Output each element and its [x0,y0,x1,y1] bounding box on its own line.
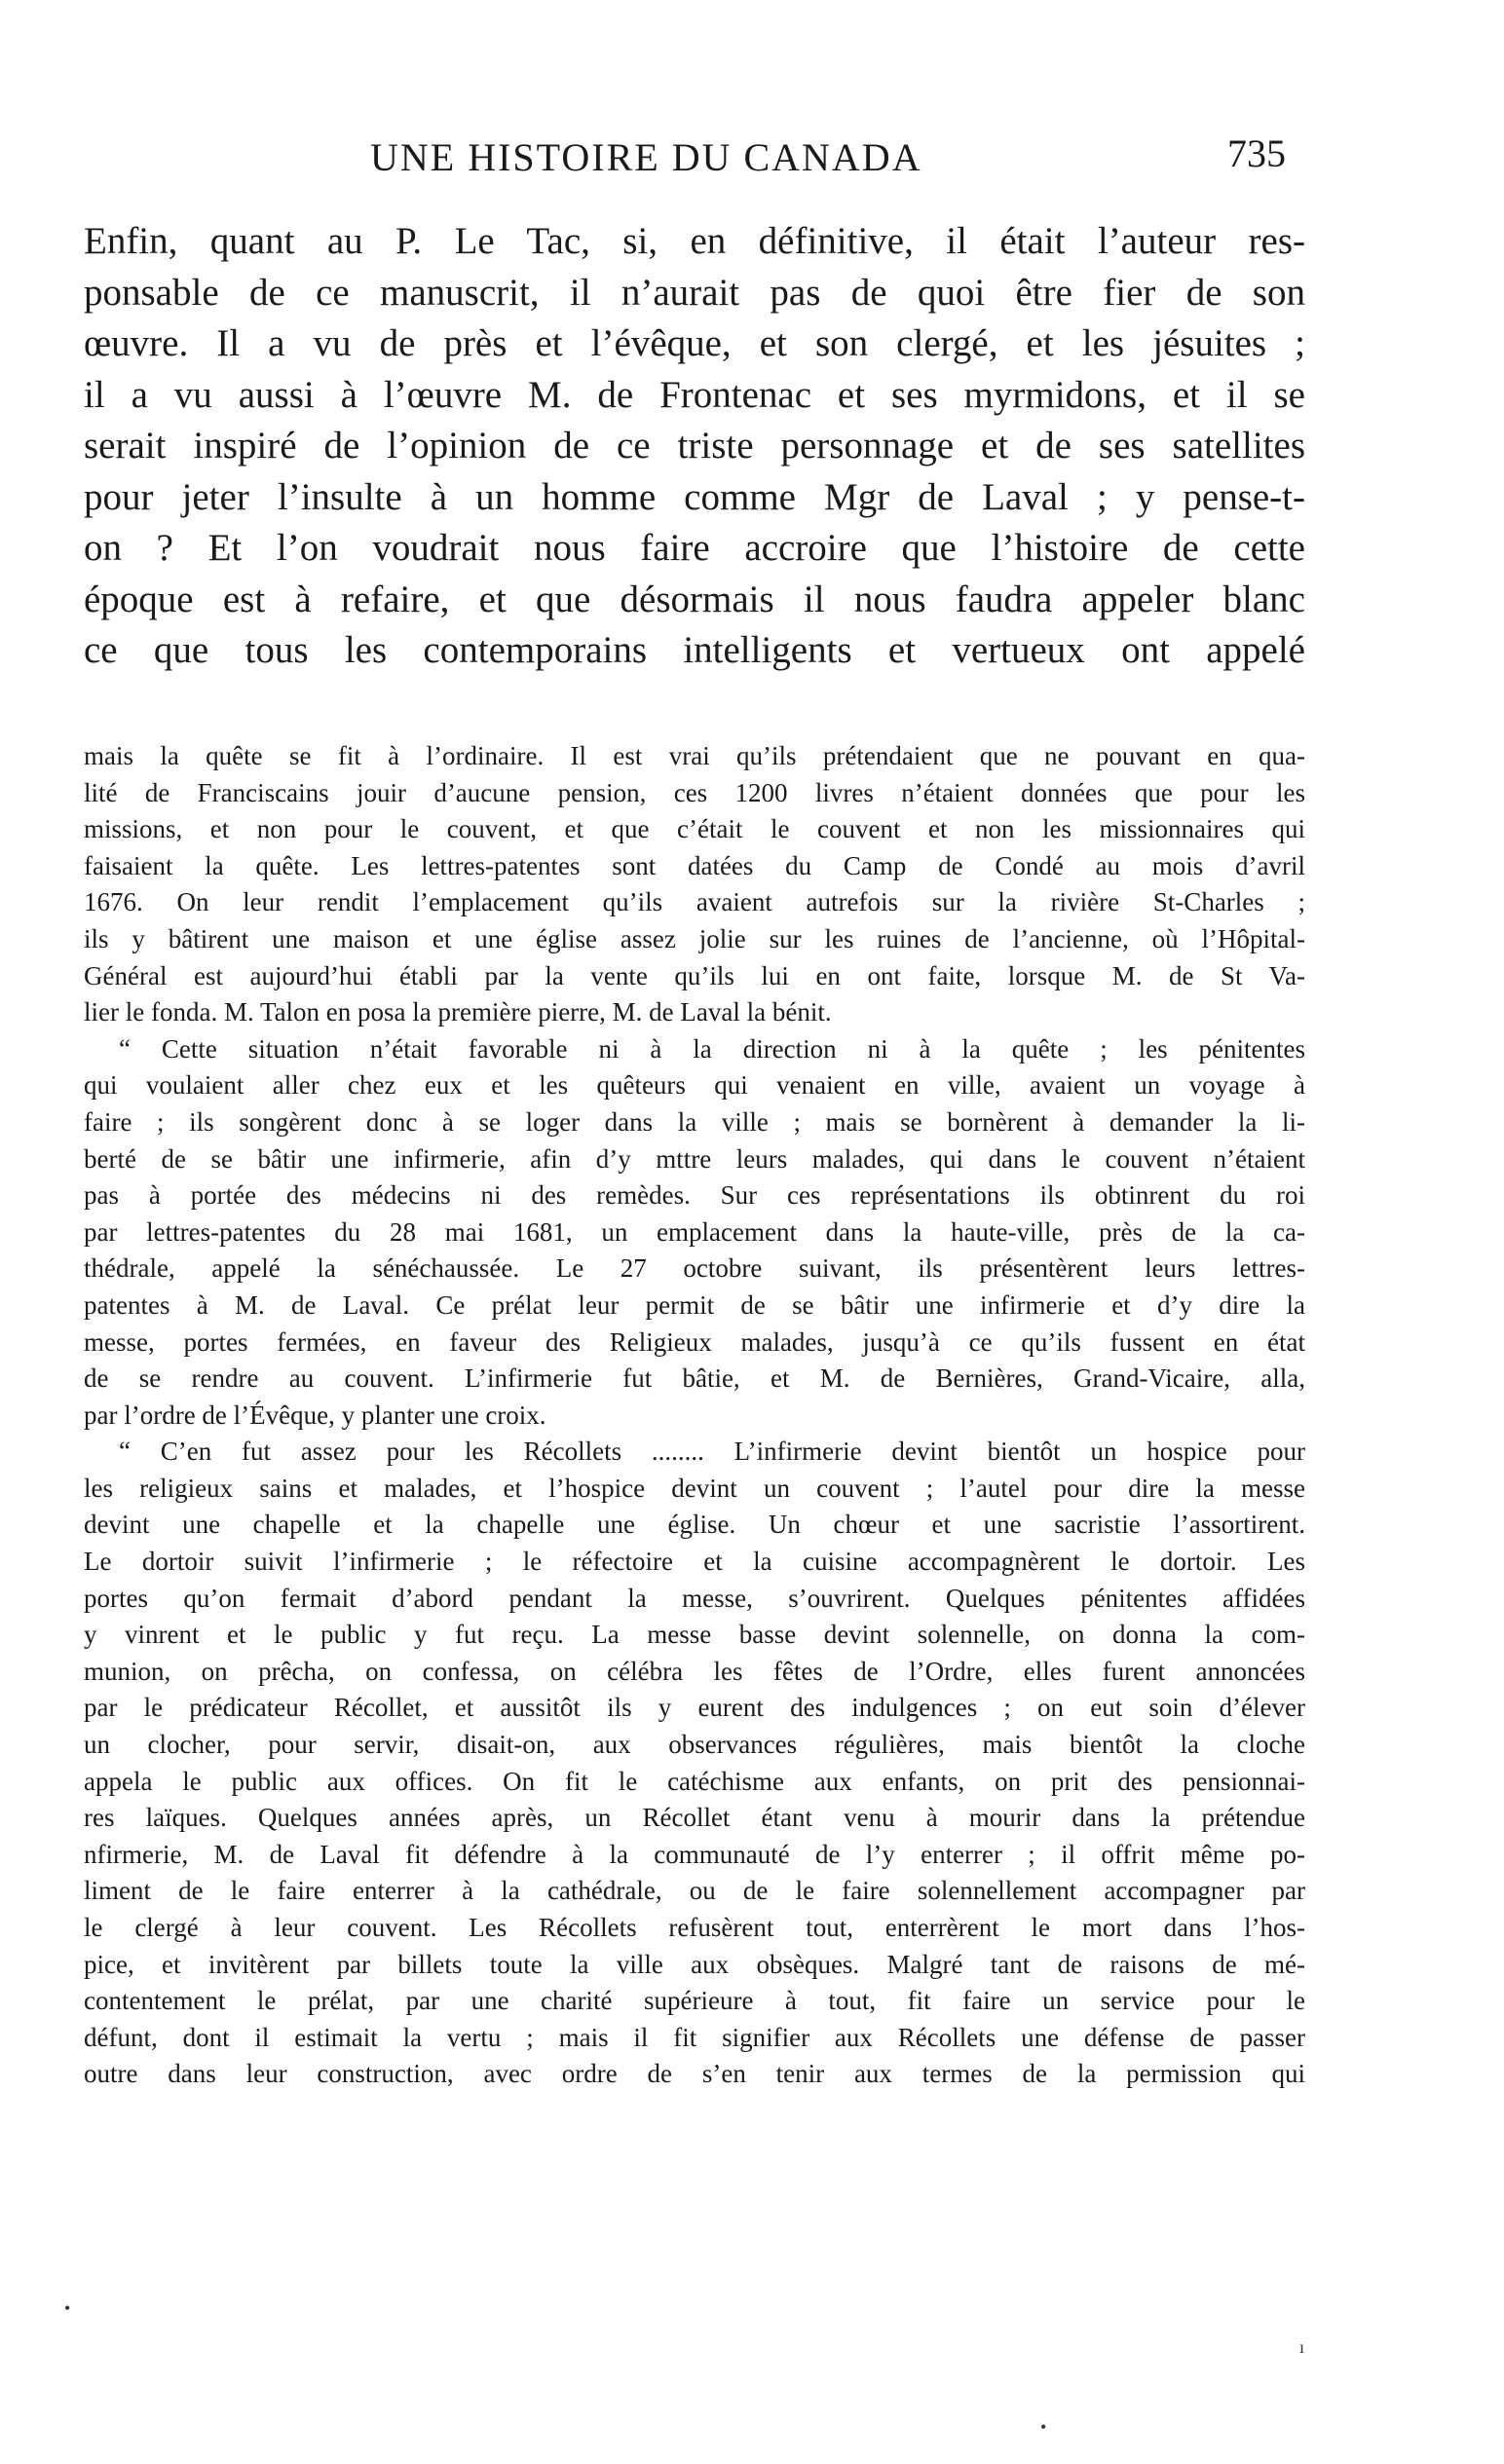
footnote-line: pas à portée des médecins ni des remèdes. Sur ces représentations ils obtinrent du roi [84,1180,1305,1211]
footnote-line: appela le public aux offices. On fit le catéchisme aux enfants, on prit des pensionnai- [84,1766,1305,1796]
footnote-line: y vinrent et le public y fut reçu. La messe basse devint solennelle, on donna la com- [84,1620,1305,1650]
scan-speck: • [1040,2417,1047,2437]
running-title: UNE HISTOIRE DU CANADA [370,135,922,179]
footnote-line: liment de le faire enterrer à la cathédrale, ou de le faire solennellement accompagner par [84,1876,1305,1906]
footnote-line: contentement le prélat, par une charité supérieure à tout, fit faire un service pour le [84,1986,1305,2016]
footnote-line: ils y bâtirent une maison et une église assez jolie sur les ruines de l’ancienne, où l’Hôpital- [84,923,1305,953]
footnote-line: qui voulaient aller chez eux et les quêteurs qui venaient en ville, avaient un voyage à [84,1070,1305,1101]
scan-speck: ı [1299,2337,1305,2357]
footnote-line: faire ; ils songèrent donc à se loger dans la ville ; mais se bornèrent à demander la li- [84,1106,1305,1137]
main-text-line: Enfin, quant au P. Le Tac, si, en définitive, il était l’auteur res- [84,220,1305,262]
footnote-line: munion, on prêcha, on confessa, on célébra les fêtes de l’Ordre, elles furent annoncées [84,1656,1305,1686]
footnote-line: mais la quête se fit à l’ordinaire. Il est vrai qu’ils prétendaient que ne pouvant en qua- [84,741,1305,770]
footnote-line: 1676. On leur rendit l’emplacement qu’ils avaient autrefois sur la rivière St-Charles ; [84,887,1305,917]
main-text-line: serait inspiré de l’opinion de ce triste personnage et de ses satellites [84,425,1305,467]
footnote-line: “ Cette situation n’était favorable ni à la direction ni à la quête ; les pénitentes [119,1033,1305,1064]
main-text-block [84,216,1305,677]
footnote-line: berté de se bâtir une infirmerie, afin d’y mttre leurs malades, qui dans le couvent n’étaient [84,1143,1305,1174]
footnote-line: portes qu’on fermait d’abord pendant la messe, s’ouvrirent. Quelques pénitentes affidées [84,1583,1305,1613]
footnote-line: “ C’en fut assez pour les Récollets ........ L’infirmerie devint bientôt un hospice pour [119,1437,1305,1467]
footnote-line: par lettres-patentes du 28 mai 1681, un emplacement dans la haute-ville, près de la ca- [84,1216,1305,1247]
page-header [370,131,1305,193]
footnote-line: le clergé à leur couvent. Les Récollets refusèrent tout, enterrèrent le mort dans l’hos- [84,1913,1305,1942]
footnote-line: les religieux sains et malades, et l’hospice devint un couvent ; l’autel pour dire la messe [84,1473,1305,1503]
main-text-line: il a vu aussi à l’œuvre M. de Frontenac et ses myrmidons, et il se [84,373,1305,416]
footnote-line: pice, et invitèrent par billets toute la ville aux obsèques. Malgré tant de raisons de mé- [84,1949,1305,1979]
footnote-line: res laïques. Quelques années après, un Récollet étant venu à mourir dans la prétendue [84,1803,1305,1833]
footnote-line: nfirmerie, M. de Laval fit défendre à la communauté de l’y enterrer ; il offrit même po- [84,1839,1305,1869]
footnote-line: lité de Franciscains jouir d’aucune pension, ces 1200 livres n’étaient données que pour les [84,777,1305,807]
footnote-line: défunt, dont il estimait la vertu ; mais il fit signifier aux Récollets une défense de passer [84,2022,1305,2052]
footnote-line: devint une chapelle et la chapelle une église. Un chœur et une sacristie l’assortirent. [84,1510,1305,1540]
main-text-line: ce que tous les contemporains intelligents et vertueux ont appelé [84,629,1305,671]
main-text-line: ponsable de ce manuscrit, il n’aurait pas de quoi être fier de son [84,271,1305,314]
footnote-line: faisaient la quête. Les lettres-patentes sont datées du Camp de Condé au mois d’avril [84,850,1305,880]
footnote-line: messe, portes fermées, en faveur des Religieux malades, jusqu’à ce qu’ils fussent en état [84,1326,1305,1357]
footnote-line: de se rendre au couvent. L’infirmerie fut bâtie, et M. de Bernières, Grand-Vicaire, alla, [84,1363,1305,1394]
footnote-line: lier le fonda. M. Talon en posa la première pierre, M. de Laval la bénit. [84,997,832,1027]
main-text-line: œuvre. Il a vu de près et l’évêque, et son clergé, et les jésuites ; [84,322,1305,364]
main-text-line: on ? Et l’on voudrait nous faire accroire que l’histoire de cette [84,527,1305,569]
main-text-line: pour jeter l’insulte à un homme comme Mgr de Laval ; y pense-t- [84,475,1305,518]
scan-speck: • [64,2298,71,2318]
page-number: 735 [1227,131,1286,175]
footnote-line: outre dans leur construction, avec ordre de s’en tenir aux termes de la permission qui [84,2059,1305,2089]
footnote-line: patentes à M. de Laval. Ce prélat leur permit de se bâtir une infirmerie et d’y dire la [84,1289,1305,1320]
footnote-line: thédrale, appelé la sénéchaussée. Le 27 octobre suivant, ils présentèrent leurs lettres- [84,1253,1305,1284]
footnote-line: Général est aujourd’hui établi par la vente qu’ils lui en ont faite, lorsque M. de St Va- [84,960,1305,990]
footnote-line: un clocher, pour servir, disait-on, aux observances régulières, mais bientôt la cloche [84,1730,1305,1760]
footnote-line: Le dortoir suivit l’infirmerie ; le réfectoire et la cuisine accompagnèrent le dortoir. Les [84,1547,1305,1577]
footnote-line: par le prédicateur Récollet, et aussitôt ils y eurent des indulgences ; on eut soin d’élever [84,1693,1305,1723]
footnote-line: par l’ordre de l’Évêque, y planter une croix. [84,1400,546,1430]
footnote-line: missions, et non pour le couvent, et que c’était le couvent et non les missionnaires qui [84,814,1305,844]
main-text-line: époque est à refaire, et que désormais il nous faudra appeler blanc [84,578,1305,620]
footnote-block [84,738,1305,2093]
